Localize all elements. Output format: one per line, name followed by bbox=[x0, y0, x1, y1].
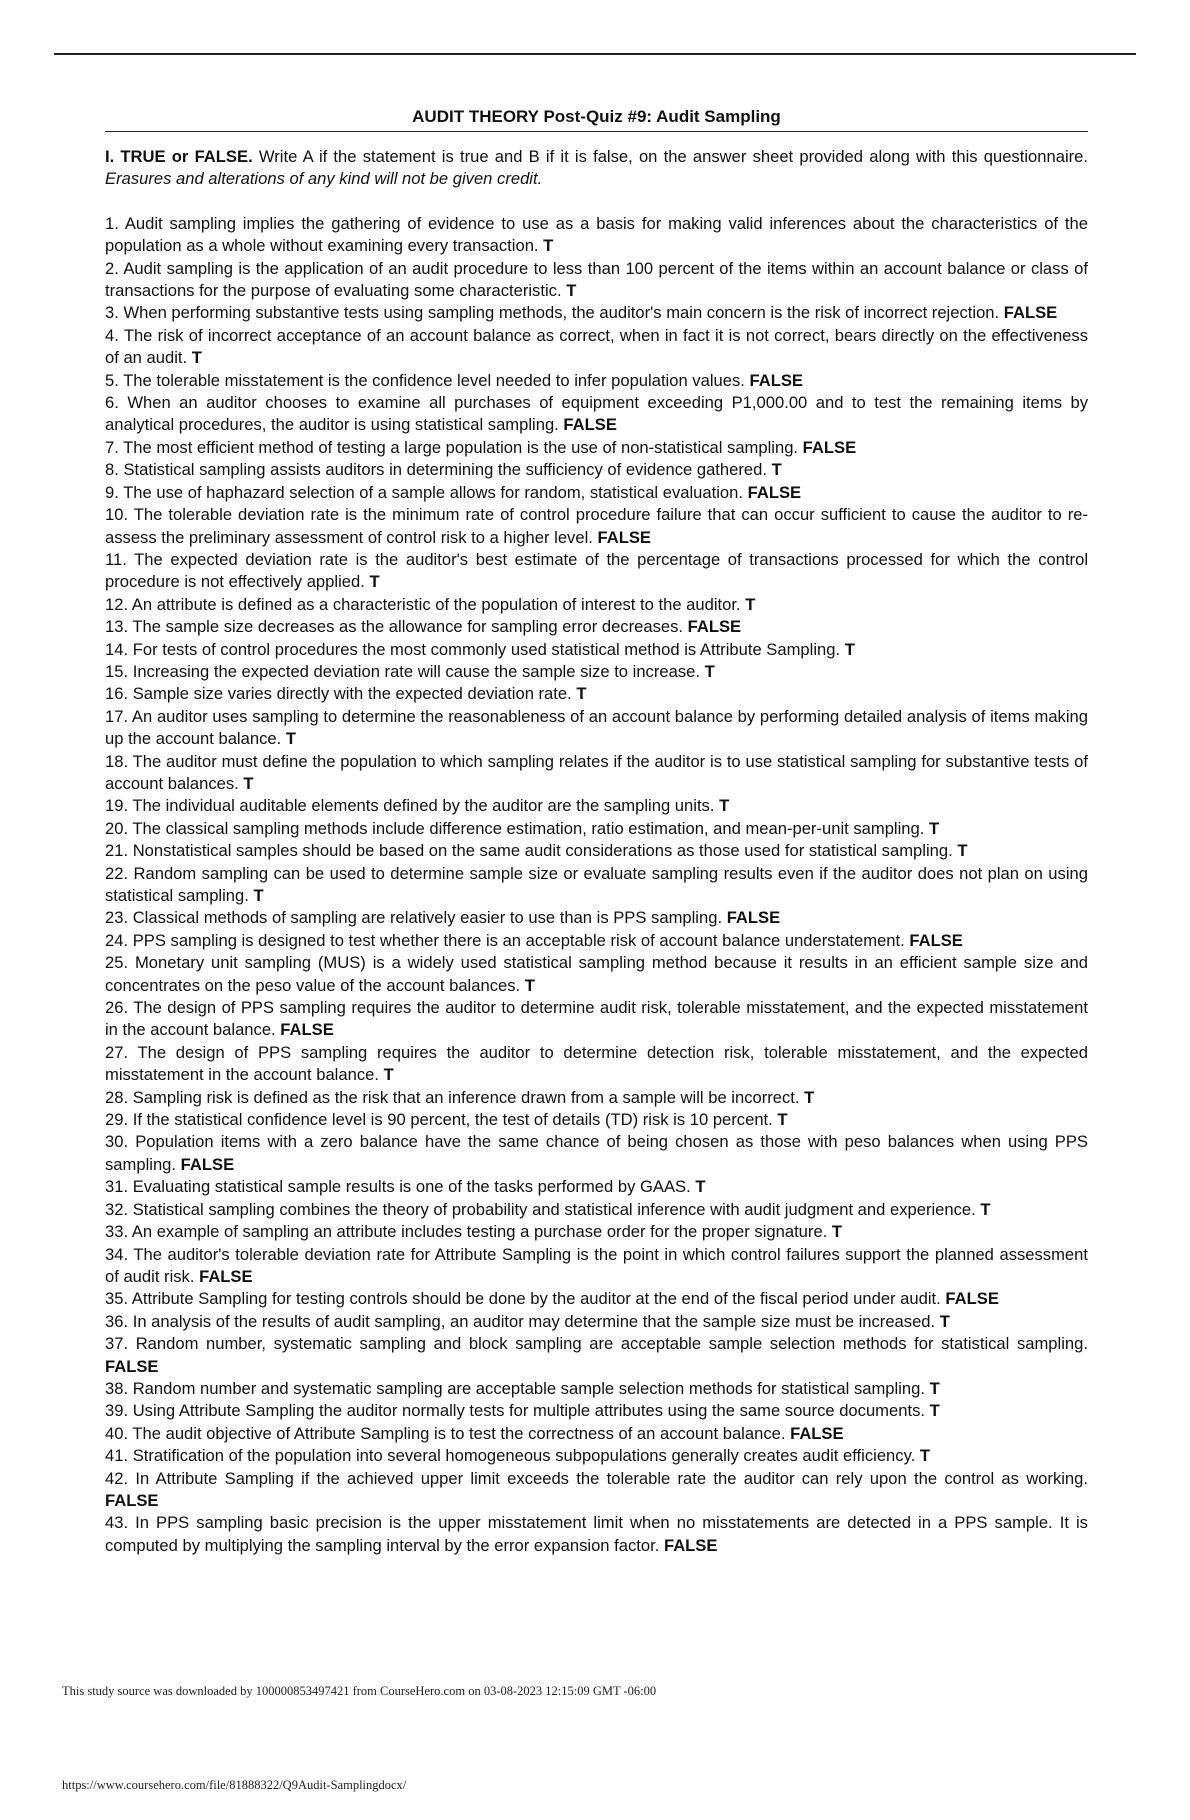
question-answer: T bbox=[719, 796, 730, 816]
question-answer: FALSE bbox=[280, 1020, 334, 1040]
question-answer: FALSE bbox=[726, 908, 781, 928]
question-answer: T bbox=[243, 773, 254, 793]
question-text: The use of haphazard selection of a sample allows for random, statistical evaluation. bbox=[123, 482, 743, 502]
question-item bbox=[105, 661, 1088, 683]
question-text: Attribute Sampling for testing controls should be done by the auditor at the end of the fiscal period under audit. bbox=[131, 1289, 941, 1309]
question-text: The tolerable misstatement is the confidence level needed to infer population values. bbox=[123, 370, 745, 390]
instructions-note: Erasures and alterations of any kind will not be given credit. bbox=[105, 169, 543, 189]
question-text: When performing substantive tests using sampling methods, the auditor's main concern is the risk of incorrect rejection. bbox=[123, 303, 1000, 323]
question-item bbox=[105, 863, 1088, 908]
question-item bbox=[105, 213, 1088, 258]
question-answer: T bbox=[285, 729, 296, 749]
question-number: 1. bbox=[105, 213, 119, 233]
question-text: Statistical sampling assists auditors in determining the sufficiency of evidence gathered. bbox=[123, 460, 767, 480]
question-answer: T bbox=[919, 1446, 931, 1466]
question-answer: T bbox=[929, 1401, 940, 1421]
question-text: Nonstatistical samples should be based on the same audit considerations as those used for statistical sampling. bbox=[132, 841, 953, 861]
question-item bbox=[105, 952, 1088, 997]
question-answer: T bbox=[576, 684, 587, 704]
question-list bbox=[105, 213, 1088, 1557]
question-text: The design of PPS sampling requires the auditor to determine detection risk, tolerable misstatement, and the expected misstatement in the account balance. bbox=[105, 1042, 1089, 1085]
question-text: The sample size decreases as the allowance for sampling error decreases. bbox=[132, 617, 684, 637]
question-number: 38. bbox=[105, 1378, 129, 1398]
question-item bbox=[105, 392, 1088, 437]
question-answer: T bbox=[695, 1177, 706, 1197]
question-number: 13. bbox=[105, 617, 129, 637]
question-number: 5. bbox=[105, 370, 119, 390]
question-item bbox=[105, 1333, 1088, 1378]
question-item bbox=[105, 639, 1088, 661]
question-answer: FALSE bbox=[663, 1535, 718, 1555]
question-text: Increasing the expected deviation rate will cause the sample size to increase. bbox=[132, 661, 700, 681]
question-item bbox=[105, 795, 1088, 817]
question-text: For tests of control procedures the most commonly used statistical method is Attribute Sampling. bbox=[132, 639, 841, 659]
question-number: 42. bbox=[105, 1468, 129, 1488]
question-text: The classical sampling methods include difference estimation, ratio estimation, and mean-per-unit sampling. bbox=[132, 818, 925, 838]
question-text: The audit objective of Attribute Sampling is to test the correctness of an account balance. bbox=[132, 1423, 786, 1443]
question-text: Stratification of the population into several homogeneous subpopulations generally creates audit efficiency. bbox=[132, 1446, 916, 1466]
question-item bbox=[105, 1400, 1088, 1422]
question-number: 20. bbox=[105, 818, 129, 838]
instructions bbox=[105, 146, 1088, 191]
question-number: 41. bbox=[105, 1446, 129, 1466]
question-number: 15. bbox=[105, 661, 129, 681]
question-number: 27. bbox=[105, 1042, 129, 1062]
question-text: Population items with a zero balance have the same chance of being chosen as those with peso balances when using PPS sampling. bbox=[105, 1132, 1088, 1174]
question-item bbox=[105, 1109, 1088, 1131]
instructions-text: Write A if the statement is true and B if it is false, on the answer sheet provided along with this questionnaire. bbox=[252, 147, 1088, 166]
question-answer: FALSE bbox=[597, 527, 651, 547]
question-answer: T bbox=[804, 1087, 815, 1107]
question-text: Statistical sampling combines the theory of probability and statistical inference with audit judgment and experience. bbox=[132, 1199, 976, 1219]
question-answer: FALSE bbox=[199, 1266, 253, 1286]
question-number: 24. bbox=[105, 930, 129, 950]
question-item bbox=[105, 302, 1088, 324]
question-number: 35. bbox=[105, 1289, 129, 1309]
question-item bbox=[105, 1042, 1088, 1087]
question-number: 25. bbox=[105, 953, 129, 973]
question-number: 6. bbox=[105, 393, 119, 413]
question-text: An auditor uses sampling to determine the reasonableness of an account balance by performing detailed analysis of items making up the account balance. bbox=[105, 706, 1088, 749]
question-item bbox=[105, 1176, 1088, 1198]
question-item bbox=[105, 594, 1088, 616]
question-item bbox=[105, 1468, 1088, 1513]
question-text: Classical methods of sampling are relatively easier to use than is PPS sampling. bbox=[132, 908, 723, 928]
question-item bbox=[105, 1311, 1088, 1333]
question-text: Random sampling can be used to determine sample size or evaluate sampling results even if the auditor does not plan on using statistical sampling. bbox=[105, 863, 1088, 905]
question-text: In PPS sampling basic precision is the upper misstatement limit when no misstatements are detected in a PPS sample. It is computed by multiplying the sampling interval by the error expansion factor. bbox=[105, 1513, 1088, 1555]
question-number: 7. bbox=[105, 437, 119, 457]
question-answer: FALSE bbox=[105, 1490, 159, 1510]
question-answer: FALSE bbox=[749, 370, 803, 390]
question-item bbox=[105, 504, 1088, 549]
question-text: The risk of incorrect acceptance of an account balance as correct, when in fact it is not correct, bears directly on the effectiveness of an audit. bbox=[105, 325, 1088, 368]
question-answer: T bbox=[844, 639, 855, 659]
question-text: The auditor must define the population to which sampling relates if the auditor is to use statistical sampling for substantive tests of account balances. bbox=[105, 751, 1088, 793]
question-item bbox=[105, 907, 1088, 929]
question-text: The auditor's tolerable deviation rate for Attribute Sampling is the point in which control failures support the planned assessment of audit risk. bbox=[105, 1244, 1088, 1286]
question-item bbox=[105, 1445, 1088, 1467]
question-item bbox=[105, 706, 1088, 751]
question-answer: FALSE bbox=[790, 1423, 844, 1443]
download-notice: This study source was downloaded by 100000853497421 from CourseHero.com on 03-08-2023 12:15:09 GMT -06:00 bbox=[62, 1684, 657, 1698]
question-text: The tolerable deviation rate is the minimum rate of control procedure failure that can occur sufficient to cause the auditor to re-assess the preliminary assessment of control risk to a higher level. bbox=[105, 505, 1088, 547]
question-answer: T bbox=[745, 594, 756, 614]
question-item bbox=[105, 997, 1088, 1042]
question-answer: T bbox=[957, 841, 968, 861]
instructions-lead: I. TRUE or FALSE. bbox=[105, 147, 253, 166]
question-item bbox=[105, 818, 1088, 840]
question-answer: T bbox=[253, 886, 264, 905]
question-number: 14. bbox=[105, 639, 129, 659]
question-item bbox=[105, 325, 1088, 370]
question-item bbox=[105, 549, 1088, 594]
question-text: An attribute is defined as a characteristic of the population of interest to the auditor. bbox=[131, 594, 741, 614]
question-number: 8. bbox=[105, 460, 119, 480]
question-answer: T bbox=[704, 661, 715, 681]
question-number: 30. bbox=[105, 1132, 129, 1152]
question-number: 19. bbox=[105, 796, 129, 816]
question-answer: T bbox=[543, 236, 554, 256]
question-answer: T bbox=[939, 1311, 950, 1331]
question-text: An example of sampling an attribute includes testing a purchase order for the proper signature. bbox=[131, 1222, 828, 1242]
question-text: In analysis of the results of audit sampling, an auditor may determine that the sample size must be increased. bbox=[132, 1311, 936, 1331]
question-item bbox=[105, 840, 1088, 862]
question-answer: T bbox=[369, 572, 380, 592]
question-item bbox=[105, 1131, 1088, 1176]
question-text: Using Attribute Sampling the auditor normally tests for multiple attributes using the same source documents. bbox=[132, 1401, 925, 1421]
question-text: If the statistical confidence level is 90 percent, the test of details (TD) risk is 10 percent. bbox=[132, 1110, 773, 1130]
question-item bbox=[105, 1378, 1088, 1400]
question-text: Monetary unit sampling (MUS) is a widely used statistical sampling method because it results in an efficient sample size and concentrates on the peso value of the account balances. bbox=[105, 953, 1088, 995]
question-number: 36. bbox=[105, 1311, 129, 1331]
question-number: 4. bbox=[105, 325, 119, 345]
question-number: 23. bbox=[105, 908, 129, 928]
question-item bbox=[105, 1512, 1088, 1557]
question-number: 31. bbox=[105, 1177, 129, 1197]
question-answer: T bbox=[771, 460, 782, 480]
question-text: Random number and systematic sampling are acceptable sample selection methods for statistical sampling. bbox=[132, 1378, 925, 1398]
question-item bbox=[105, 930, 1088, 952]
question-answer: T bbox=[191, 348, 202, 368]
question-number: 17. bbox=[105, 706, 129, 726]
question-number: 9. bbox=[105, 482, 119, 502]
question-number: 32. bbox=[105, 1199, 129, 1219]
question-number: 26. bbox=[105, 998, 129, 1018]
document-title: AUDIT THEORY Post-Quiz #9: Audit Sampling bbox=[105, 105, 1088, 132]
question-answer: FALSE bbox=[909, 930, 963, 950]
question-answer: T bbox=[929, 818, 940, 838]
question-item bbox=[105, 258, 1088, 303]
question-answer: T bbox=[566, 281, 577, 301]
question-answer: T bbox=[831, 1222, 843, 1242]
question-number: 18. bbox=[105, 751, 129, 771]
question-answer: FALSE bbox=[105, 1356, 159, 1376]
question-number: 3. bbox=[105, 303, 119, 323]
question-item bbox=[105, 1423, 1088, 1445]
source-url[interactable]: https://www.coursehero.com/file/81888322/Q9Audit-Samplingdocx/ bbox=[62, 1778, 407, 1792]
question-number: 10. bbox=[105, 505, 129, 525]
question-text: When an auditor chooses to examine all purchases of equipment exceeding P1,000.00 and to test the remaining items by analytical procedures, the auditor is using statistical sampling. bbox=[105, 393, 1088, 435]
question-item bbox=[105, 683, 1088, 705]
question-number: 33. bbox=[105, 1222, 129, 1242]
question-answer: FALSE bbox=[563, 415, 617, 435]
question-number: 16. bbox=[105, 684, 129, 704]
question-text: Audit sampling implies the gathering of evidence to use as a basis for making valid inferences about the characteristics of the population as a whole without examining every transaction. bbox=[105, 213, 1088, 256]
question-item bbox=[105, 751, 1088, 796]
question-answer: T bbox=[929, 1378, 940, 1398]
question-text: Evaluating statistical sample results is one of the tasks performed by GAAS. bbox=[132, 1177, 691, 1197]
question-answer: FALSE bbox=[747, 482, 802, 502]
question-item bbox=[105, 1087, 1088, 1109]
question-text: In Attribute Sampling if the achieved upper limit exceeds the tolerable rate the auditor can rely upon the control as working. bbox=[135, 1468, 1088, 1488]
question-answer: T bbox=[383, 1065, 394, 1085]
question-text: Audit sampling is the application of an audit procedure to less than 100 percent of the items within an account balance or class of transactions for the purpose of evaluating some characteristic. bbox=[105, 258, 1088, 301]
question-text: PPS sampling is designed to test whether there is an acceptable risk of account balance understatement. bbox=[132, 930, 905, 950]
question-item bbox=[105, 616, 1088, 638]
question-number: 37. bbox=[105, 1334, 129, 1354]
question-answer: FALSE bbox=[687, 617, 742, 637]
document-body bbox=[105, 105, 1088, 1557]
question-item bbox=[105, 459, 1088, 481]
question-text: The design of PPS sampling requires the auditor to determine audit risk, tolerable misstatement, and the expected misstatement in the account balance. bbox=[105, 998, 1088, 1040]
question-answer: T bbox=[524, 975, 535, 995]
question-text: Random number, systematic sampling and block sampling are acceptable sample selection methods for statistical sampling. bbox=[135, 1334, 1088, 1354]
question-text: The individual auditable elements defined by the auditor are the sampling units. bbox=[132, 796, 715, 816]
question-number: 11. bbox=[105, 549, 127, 569]
question-number: 29. bbox=[105, 1110, 129, 1130]
question-text: Sampling risk is defined as the risk that an inference drawn from a sample will be incorrect. bbox=[132, 1087, 800, 1107]
question-number: 40. bbox=[105, 1423, 129, 1443]
question-number: 43. bbox=[105, 1513, 129, 1533]
question-text: The expected deviation rate is the auditor's best estimate of the percentage of transactions processed for which the control procedure is not effectively applied. bbox=[105, 549, 1089, 592]
question-number: 21. bbox=[105, 841, 129, 861]
question-answer: FALSE bbox=[1003, 303, 1058, 323]
question-number: 2. bbox=[105, 258, 119, 278]
question-item bbox=[105, 1199, 1088, 1221]
question-answer: T bbox=[777, 1110, 788, 1130]
question-number: 28. bbox=[105, 1087, 129, 1107]
question-item bbox=[105, 437, 1088, 459]
top-rule bbox=[54, 53, 1136, 55]
question-answer: FALSE bbox=[802, 437, 857, 457]
question-item bbox=[105, 1244, 1088, 1289]
question-number: 22. bbox=[105, 863, 129, 883]
question-answer: T bbox=[980, 1199, 991, 1219]
question-text: Sample size varies directly with the expected deviation rate. bbox=[132, 684, 572, 704]
question-number: 39. bbox=[105, 1401, 129, 1421]
question-answer: FALSE bbox=[180, 1154, 235, 1174]
question-item bbox=[105, 482, 1088, 504]
question-item bbox=[105, 1221, 1088, 1243]
question-item bbox=[105, 370, 1088, 392]
question-item bbox=[105, 1288, 1088, 1310]
question-number: 34. bbox=[105, 1244, 129, 1264]
question-text: The most efficient method of testing a large population is the use of non-statistical sampling. bbox=[123, 437, 799, 457]
question-answer: FALSE bbox=[945, 1289, 999, 1309]
question-number: 12. bbox=[105, 594, 129, 614]
